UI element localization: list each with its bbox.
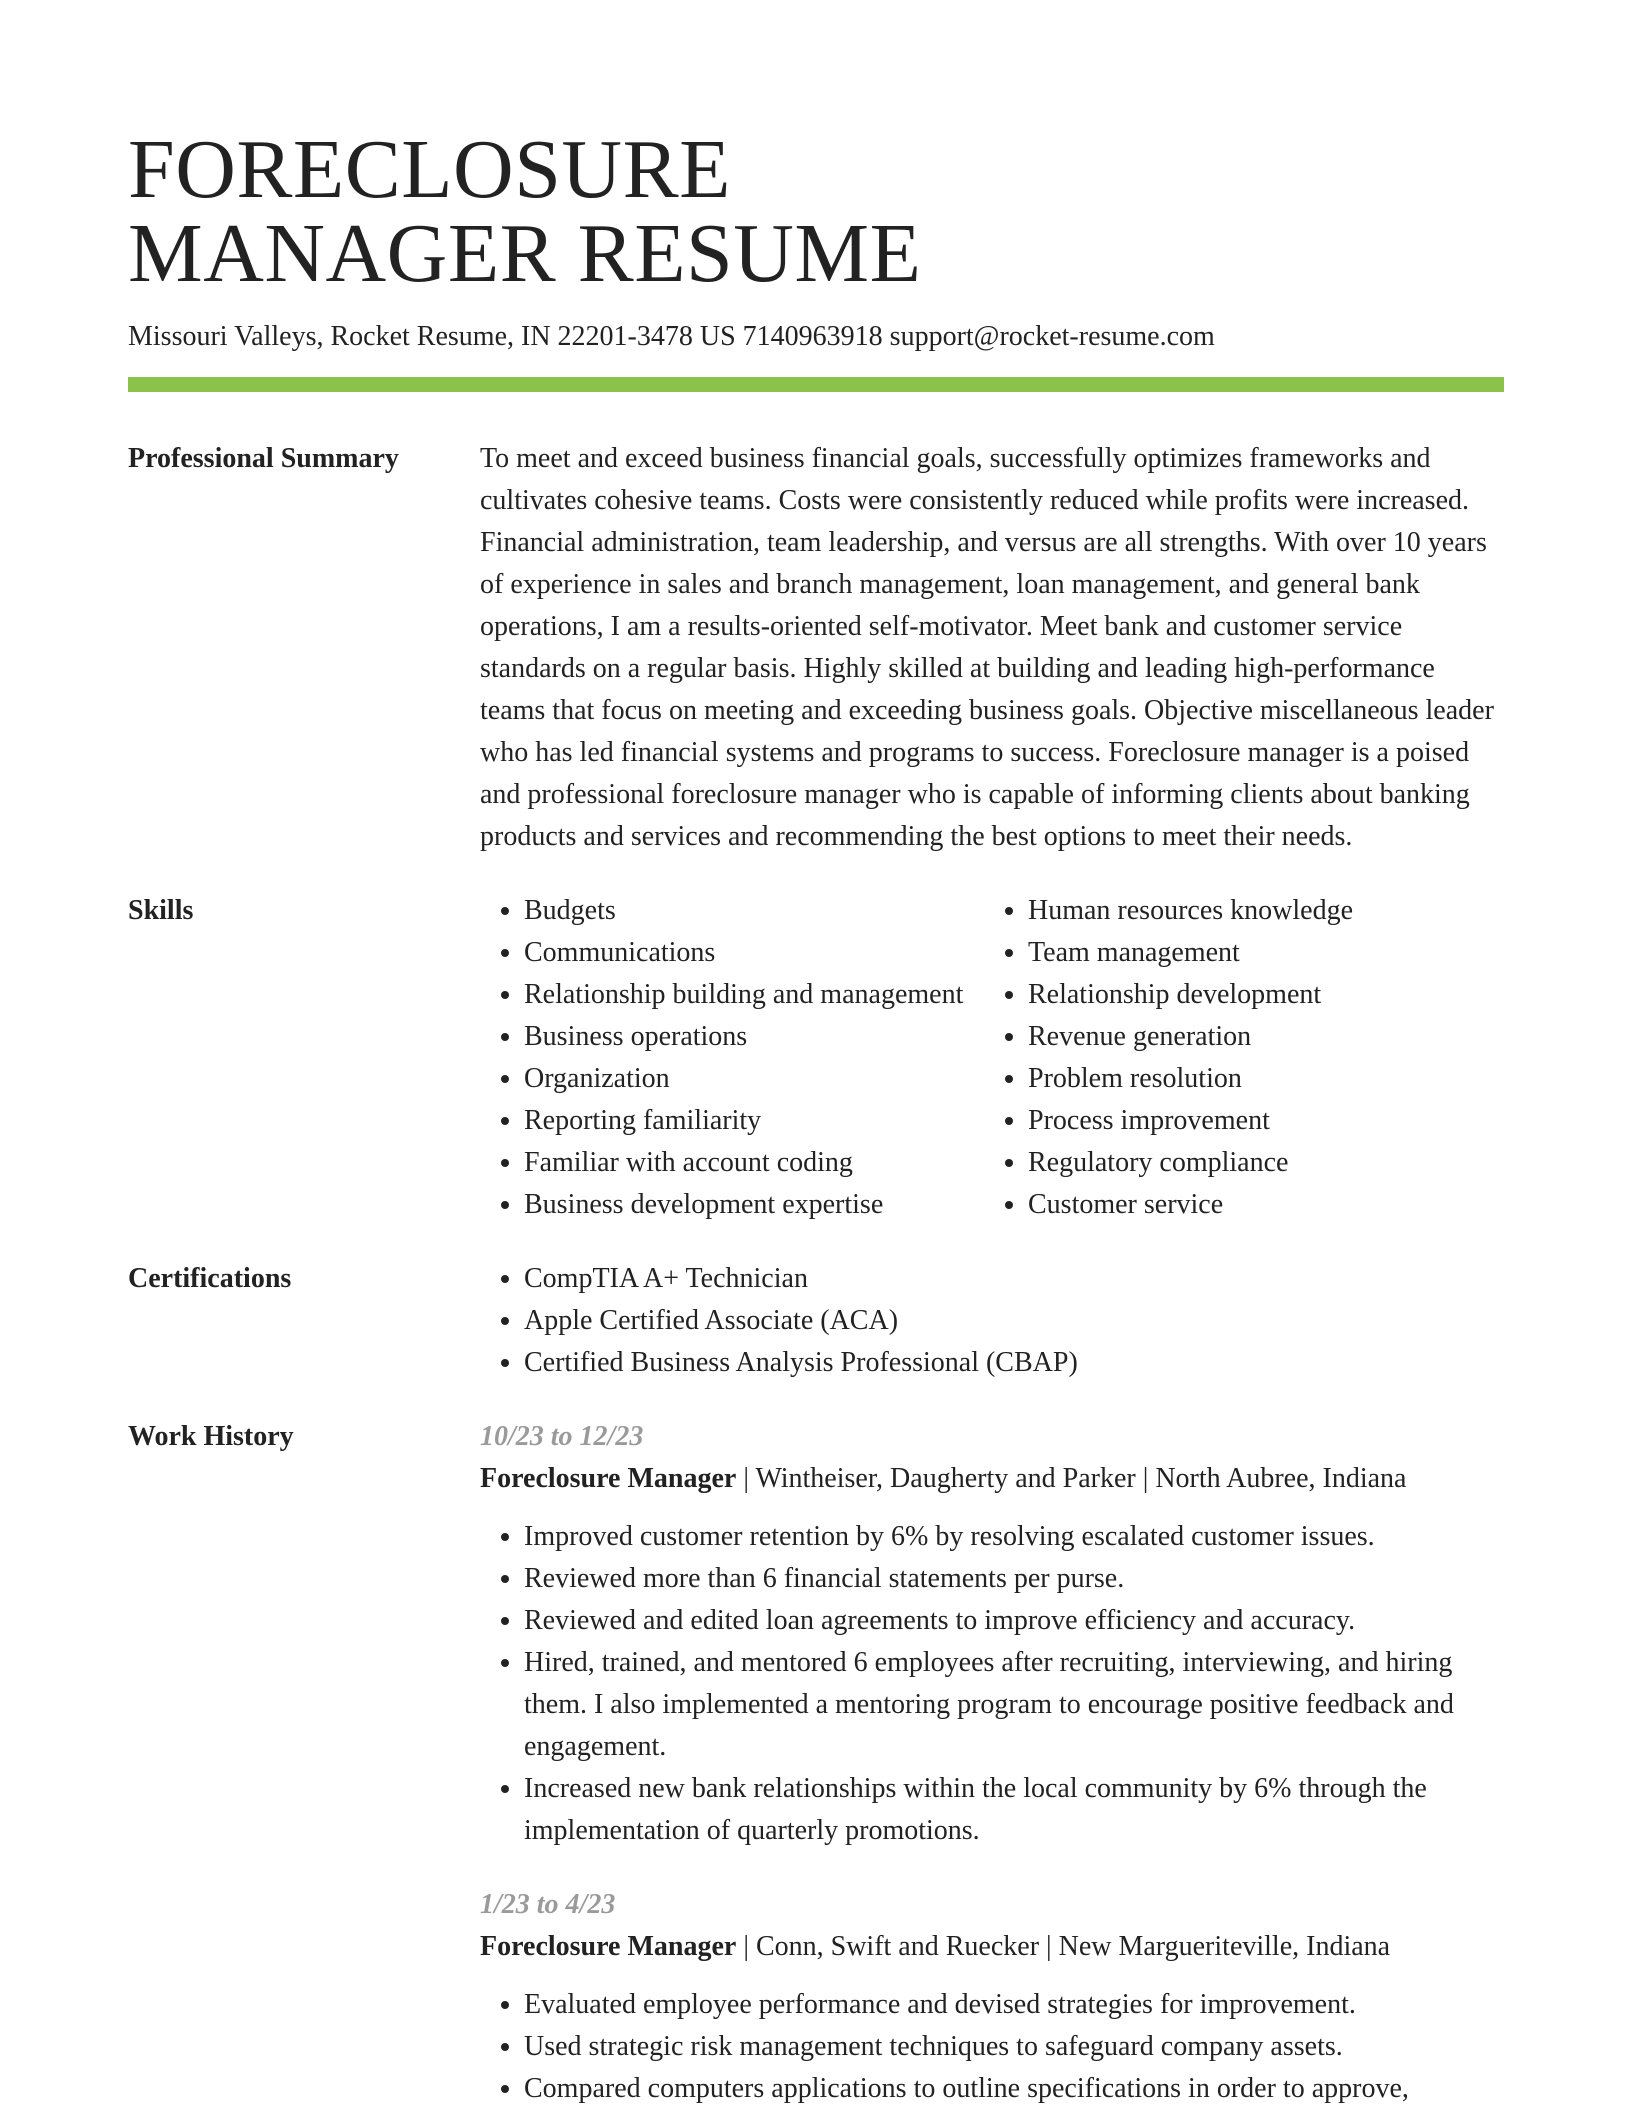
certification-item: • CompTIA A+ Technician (524, 1258, 1504, 1300)
skill-item: • Customer service (1028, 1184, 1488, 1226)
certifications-section (128, 1258, 1504, 1384)
job-bullets (480, 1516, 1504, 1852)
work-history-body (480, 1416, 1504, 2110)
summary-text: To meet and exceed business financial goals, successfully optimizes frameworks and cultivates cohesive teams. Costs were consistently reduced while profits were increased. Financial administration, team leadership, and versus are all strengths. With over 10 years of experience in sales and branch management, loan management, and general bank operations, I am a results-oriented self-motivator. Meet bank and customer service standards on a regular basis. Highly skilled at building and leading high-performance teams that focus on meeting and exceeding business goals. Objective miscellaneous leader who has led financial systems and programs to success. Foreclosure manager is a poised and professional foreclosure manager who is capable of informing clients about banking products and services and recommending the best options to meet their needs. (480, 443, 1494, 852)
work-history-label: Work History (128, 1421, 294, 1452)
job-bullets (480, 1984, 1504, 2110)
skills-column-left (480, 890, 984, 1226)
job-bullet: • Used strategic risk management techniques to safeguard company assets. (524, 2026, 1504, 2068)
certifications-label: Certifications (128, 1263, 292, 1294)
skill-item: • Budgets (524, 890, 984, 932)
job-bullet: • Evaluated employee performance and devised strategies for improvement. (524, 1984, 1504, 2026)
skill-item: • Problem resolution (1028, 1058, 1488, 1100)
accent-divider (128, 377, 1504, 392)
skills-body (480, 890, 1504, 1226)
skill-item: • Human resources knowledge (1028, 890, 1488, 932)
job-bullet: • Hired, trained, and mentored 6 employees after recruiting, interviewing, and hiring them. I also implemented a mentoring program to encourage positive feedback and engagement. (524, 1642, 1504, 1768)
skill-item: • Regulatory compliance (1028, 1142, 1488, 1184)
job-title: Foreclosure Manager (480, 1463, 737, 1494)
job-entry (480, 1884, 1504, 2110)
skills-list-right (984, 890, 1488, 1226)
job-bullet: • Reviewed more than 6 financial statements per purse. (524, 1558, 1504, 1600)
resume-title (128, 123, 1504, 300)
title-line-1: FORECLOSURE (128, 123, 731, 216)
job-entry (480, 1416, 1504, 1852)
work-history-section (128, 1416, 1504, 2110)
summary-label: Professional Summary (128, 443, 399, 474)
job-bullet: • Compared computers applications to outline specifications in order to approve, (524, 2068, 1504, 2110)
skill-item: • Familiar with account coding (524, 1142, 984, 1184)
skills-list-left (480, 890, 984, 1226)
certification-item: • Certified Business Analysis Professional (CBAP) (524, 1342, 1504, 1384)
skills-section (128, 890, 1504, 1226)
job-bullet: • Reviewed and edited loan agreements to improve efficiency and accuracy. (524, 1600, 1504, 1642)
skill-item: • Reporting familiarity (524, 1100, 984, 1142)
job-employer-location: | Conn, Swift and Ruecker | New Margueriteville, Indiana (736, 1931, 1391, 1962)
skill-item: • Revenue generation (1028, 1016, 1488, 1058)
contact-line: Missouri Valleys, Rocket Resume, IN 22201-3478 US 7140963918 support@rocket-resume.com (128, 321, 1215, 352)
job-dates: 10/23 to 12/23 (480, 1421, 644, 1452)
skills-column-right (984, 890, 1488, 1226)
skill-item: • Relationship building and management (524, 974, 984, 1016)
summary-section (128, 438, 1504, 858)
job-header (480, 1926, 1504, 1968)
skill-item: • Communications (524, 932, 984, 974)
job-employer-location: | Wintheiser, Daugherty and Parker | North Aubree, Indiana (736, 1463, 1407, 1494)
certifications-list (480, 1258, 1504, 1384)
skill-item: • Relationship development (1028, 974, 1488, 1016)
job-header (480, 1458, 1504, 1500)
certifications-body (480, 1258, 1504, 1384)
skill-item: • Team management (1028, 932, 1488, 974)
job-bullet: • Increased new bank relationships within the local community by 6% through the implementation of quarterly promotions. (524, 1768, 1504, 1852)
certification-item: • Apple Certified Associate (ACA) (524, 1300, 1504, 1342)
skill-item: • Process improvement (1028, 1100, 1488, 1142)
skill-item: • Business operations (524, 1016, 984, 1058)
job-dates: 1/23 to 4/23 (480, 1889, 616, 1920)
job-title: Foreclosure Manager (480, 1931, 737, 1962)
title-line-2: MANAGER RESUME (128, 207, 922, 300)
skill-item: • Organization (524, 1058, 984, 1100)
skills-columns (480, 890, 1504, 1226)
skills-label: Skills (128, 895, 194, 926)
resume-page (128, 123, 1504, 2110)
job-bullet: • Improved customer retention by 6% by resolving escalated customer issues. (524, 1516, 1504, 1558)
skill-item: • Business development expertise (524, 1184, 984, 1226)
summary-body (480, 438, 1504, 858)
